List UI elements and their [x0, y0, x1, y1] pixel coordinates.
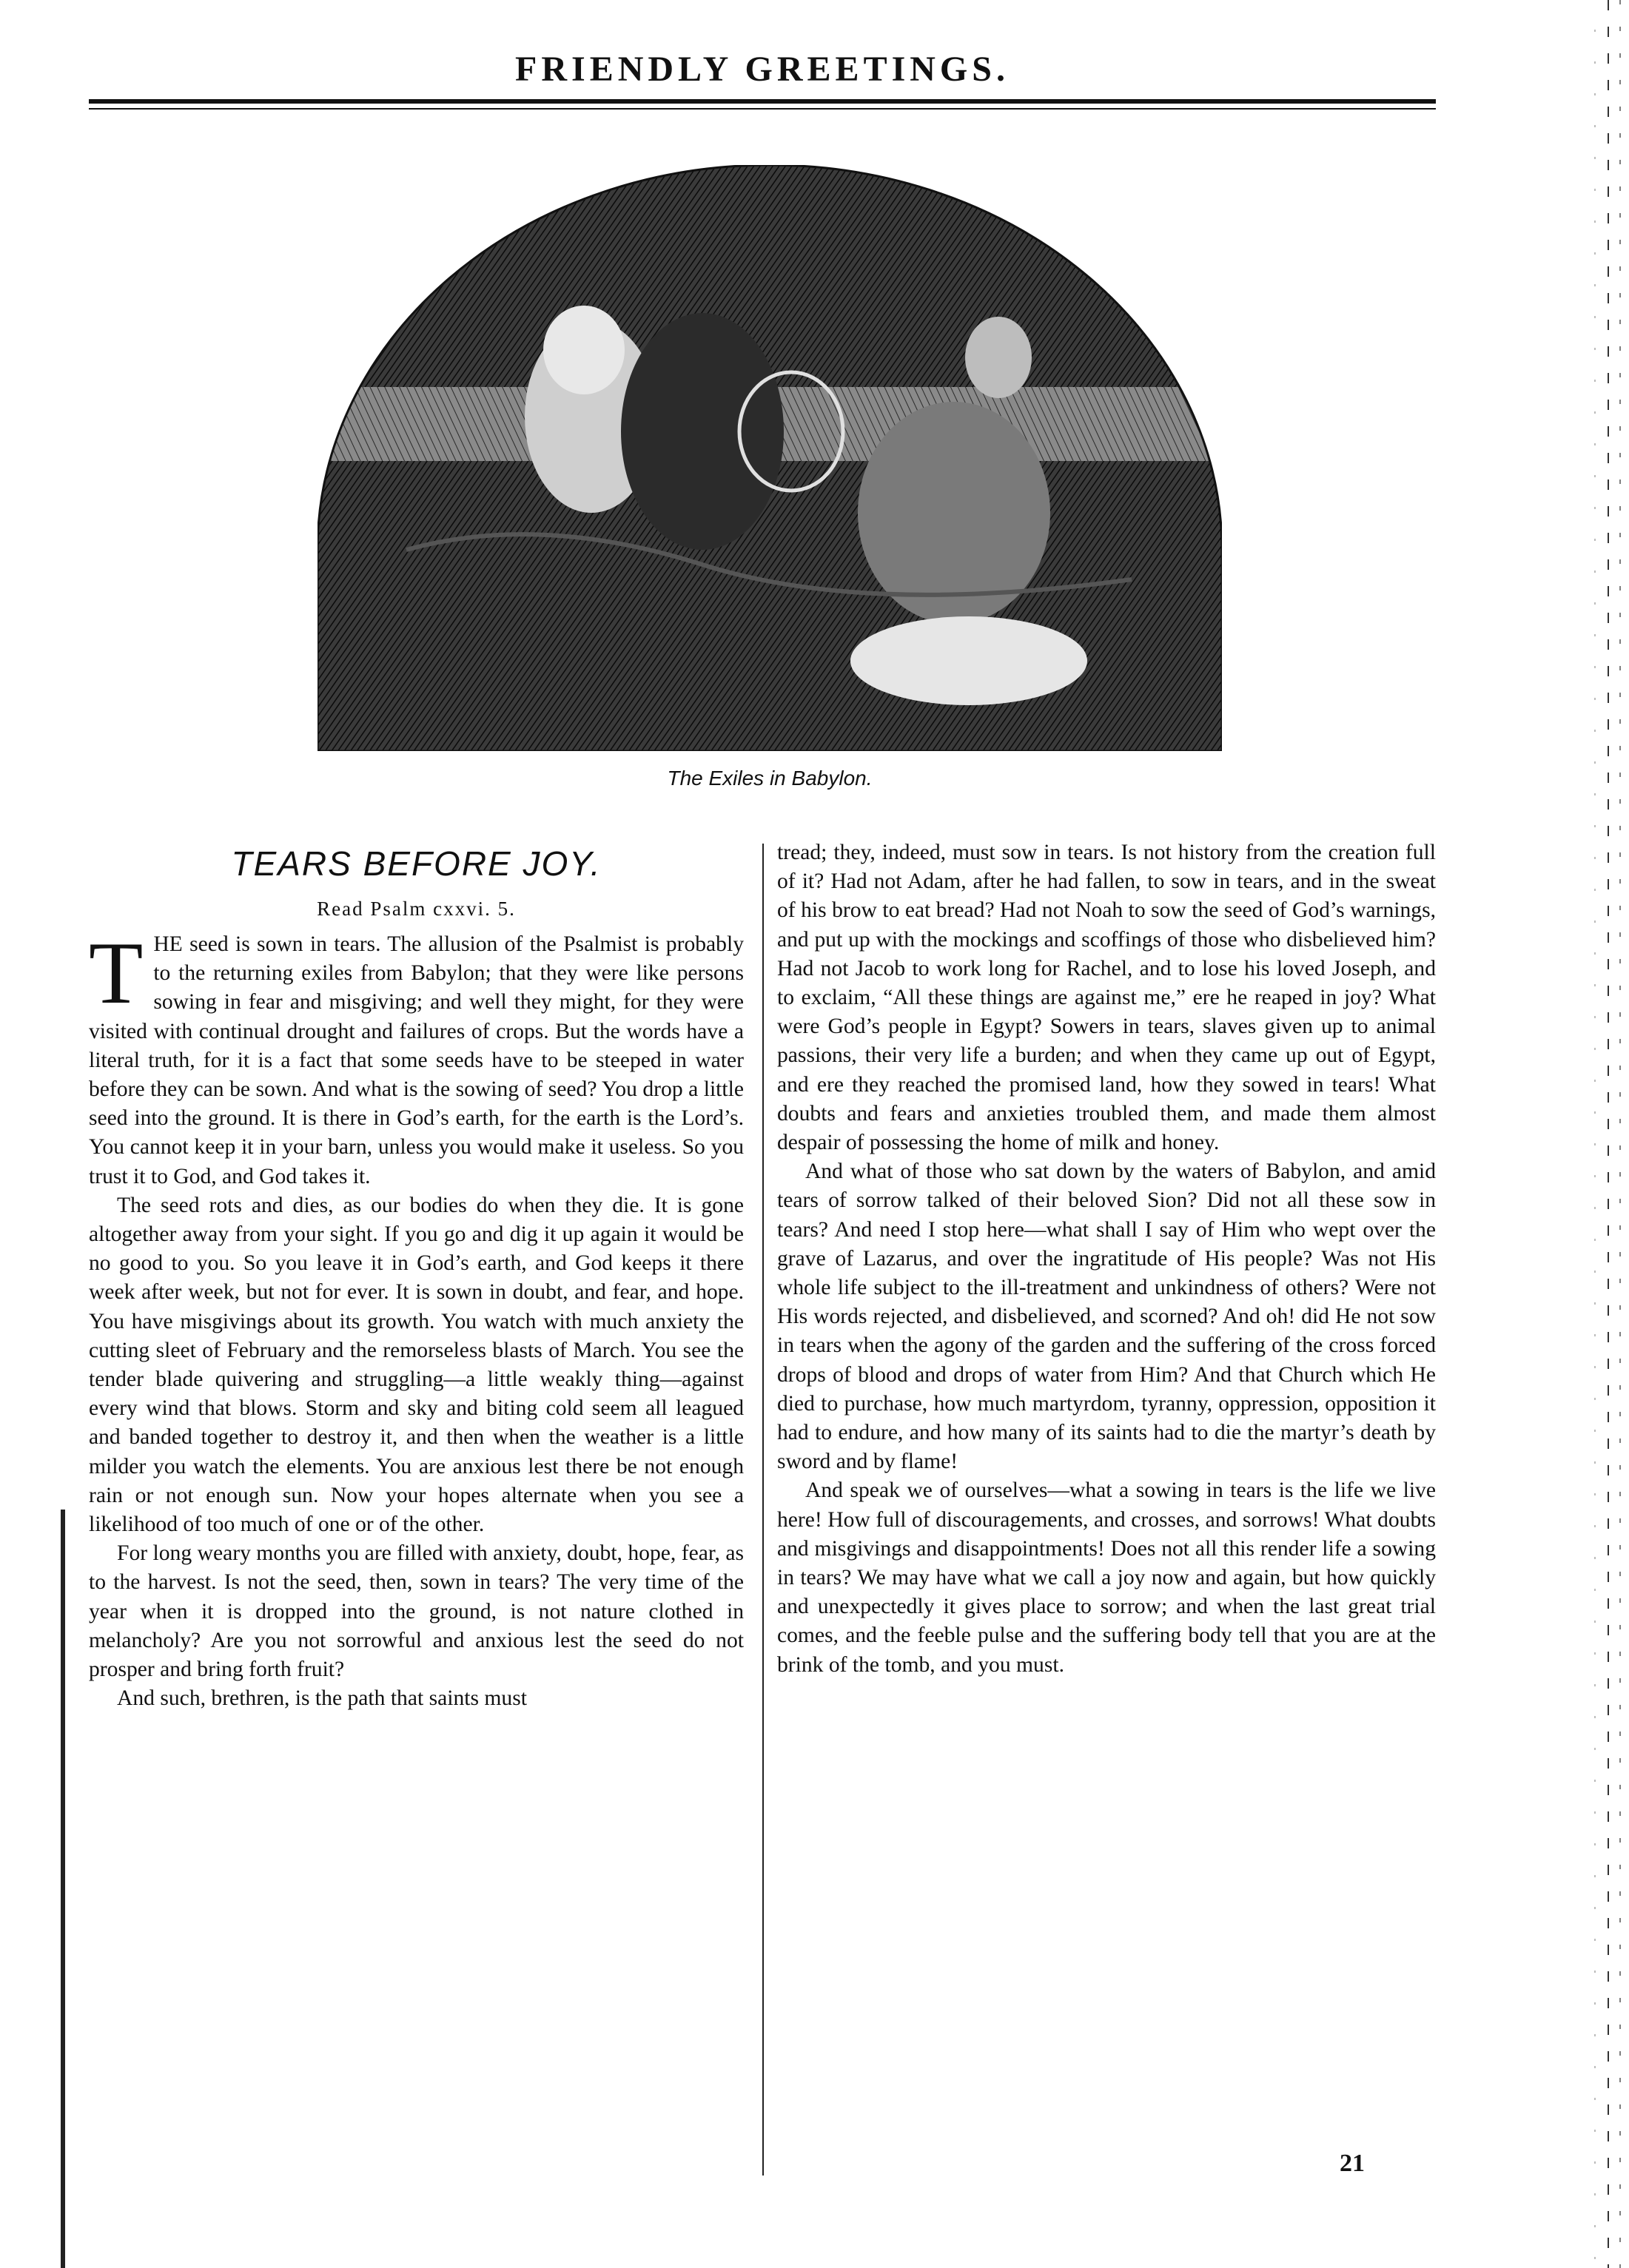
article-paragraph: And such, brethren, is the path that saints must [117, 1686, 527, 1711]
article-paragraph: And what of those who sat down by the waters of Babylon, and amid tears of sorrow talked of their beloved Sion? Did not all these sow in tears? And need I stop here—what shall I say of Him who wept over the grave of Lazarus, and over the ingratitude of His people? Was not His whole life subject to the ill-treatment and unkindness of others? Were not His words rejected, and disbelieved, and scorned? And oh! did He not sow in tears when the agony of the garden and the suffering of the cross forced drops of blood and drops of water from Him? And that Church which He died to purchase, how much martyrdom, tyranny, oppression, opposition it had to endure, and how many of its saints had to die the martyr’s death by sword and by flame! [777, 1160, 1436, 1474]
article-column-left [89, 838, 744, 1713]
column-divider [762, 844, 764, 2176]
article-title: TEARS BEFORE JOY. [231, 844, 602, 883]
engraving-illustration [318, 165, 1222, 751]
illustration-caption: The Exiles in Babylon. [667, 767, 873, 790]
binding-edge-bar [61, 1510, 65, 2268]
header-rule-thick [89, 99, 1436, 104]
article-paragraph: And speak we of ourselves—what a sowing in tears is the life we live here! How full of discouragements, and crosses, and sorrows! What doubts and misgivings and disappointments! Does not all this render life a sowing in tears? We may have what we call a joy now and again, but how quickly and unexpectedly it gives place to sorrow; and when the last great trial comes, and the feeble pulse and the suffering body tell that you are at the brink of the tomb, and you must. [777, 1478, 1436, 1677]
paragraph-text: HE seed is sown in tears. The allusion of the Psalmist is probably to the returning exiles from Babylon; that they were like persons sowing in fear and misgiving; and well they might, for they were visited with continual drought and failures of crops. But the words have a literal truth, for it is a fact that some seeds have to be steeped in water before they can be sown. And what is the sowing of seed? You drop a little seed into the ground. It is there in God’s earth, for the earth is the Lord’s. You cannot keep it in your barn, unless you would make it useless. So you trust it to God, and God takes it. [89, 932, 744, 1188]
header-rule-thin [89, 108, 1436, 110]
drop-cap: T [89, 923, 144, 1022]
running-header: FRIENDLY GREETINGS. [515, 50, 1010, 89]
article-paragraph: For long weary months you are filled with anxiety, doubt, hope, fear, as to the harvest. Is not the seed, then, sown in tears? The very time of the year when it is dropped into the ground, is not nature clothed in melancholy? Are you not sorrowful and anxious lest the seed do not prosper and bring forth fruit? [89, 1541, 744, 1682]
article-paragraph: The seed rots and dies, as our bodies do when they die. It is gone altogether away from your sight. If you go and dig it up again it would be no good to you. So you leave it in God’s earth, and God keeps it there week after week, but not for ever. It is sown in doubt, and fear, and hope. You have misgivings about its growth. You watch with much anxiety the cutting sleet of February and the remorseless blasts of March. You see the tender blade quivering and struggling—a little weakly thing—against every wind that blows. Storm and sky and biting cold seem all leagued and banded together to destroy it, and then when the weather is a little milder you watch the elements. You are anxious lest there be not enough rain or not enough sun. Now your hopes alternate when you see a likelihood of too much of one or of the other. [89, 1193, 744, 1537]
page-number: 21 [1340, 2150, 1365, 2177]
article-paragraph: tread; they, indeed, must sow in tears. Is not history from the creation full of it? Had not Adam, after he had fallen, to sow in tears, and in the sweat of his brow to eat bread? Had not Noah to sow the seed of God’s warnings, and put up with the mockings and scoffings of those who disbelieved him? Had not Jacob to work long for Rachel, and to lose his loved Joseph, and to exclaim, “All these things are against me,” ere he reaped in joy? What were God’s people in Egypt? Sowers in tears, slaves given up to animal passions, their very life a burden; and when they came up out of Egypt, and ere they reached the promised land, how they sowed in tears! What doubts and fears and anxieties troubled them, and made them almost despair of possessing the home of milk and honey. [777, 841, 1436, 1155]
scanned-page-edge [1577, 0, 1629, 2268]
article-column-right [777, 838, 1436, 1680]
article-paragraph [89, 923, 744, 1191]
scripture-reading: Read Psalm cxxvi. 5. [317, 898, 516, 920]
